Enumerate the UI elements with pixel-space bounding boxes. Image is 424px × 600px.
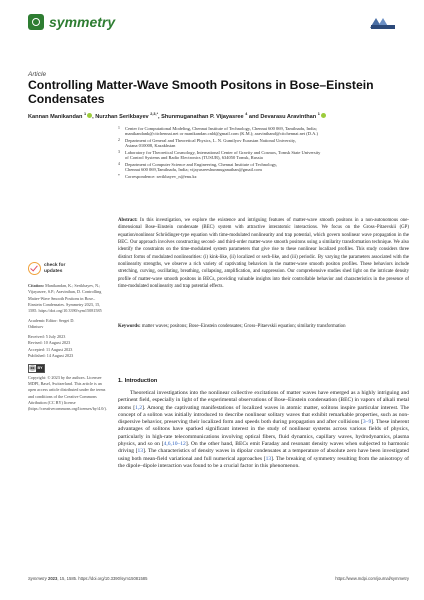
affiliation-text: Department of General and Theoretical Physics, L. N. Gumilyov Eurasian National University, Astana 010008, Kazakhstan xyxy=(125,138,296,149)
orcid-icon[interactable] xyxy=(321,113,326,118)
journal-logo xyxy=(28,14,115,30)
citation-link[interactable]: 4,6,10–12 xyxy=(163,441,186,448)
author-affiliation-number: 1 xyxy=(83,112,87,116)
citation-link[interactable]: 13 xyxy=(137,448,144,455)
check-updates-icon xyxy=(28,262,41,275)
body-text: Theoretical investigations into the nonlinear collective excitations of matter waves have emerged as a highly intriguing and pertinent field, especially in light of the experimental observations of Bose–Einstein condensation (BEC) in vapors of alkali metal atoms [ xyxy=(118,390,409,411)
affiliation-row xyxy=(118,174,408,179)
affiliation-row xyxy=(118,138,408,149)
abstract-text: In this investigation, we explore the existence and intriguing features of matter-wave smooth positons in a non-autonomous one-dimensional Bose–Einstein condensate (BEC) system with attractive interatomic interactions. We focus on the Gross–Pitaevskii (GP) equation/nonlinear Schrödinger-type equation with time-modulated nonlinearity and trap potential, which govern nonlinear wave propagation in the BEC. Our approach involves constructing second- and third-order matter-wave smooth positons using a similarity transformation technique. We also identify the constraints on the time-modulated system parameters that give rise to these nonlinear localized profiles. This study considers three distinct forms of modulated nonlinearities: (i) kink-like, (ii) localized or sech-like, and (iii) periodic. By varying the parameters associated with the nonlinearity strengths, we observe a rich variety of captivating behaviors in the matter-wave smooth positon profiles. These behaviors include stretching, curving, oscillating, breathing, collapsing, amplification, and suppression. Our comprehensive studies shed light on the intricate density profile of matter-wave smooth positons in BECs, providing valuable insights into their controllable behavior and characteristics in the presence of time-modulated nonlinearity and trap potential effects. xyxy=(118,218,409,290)
author-list: Kannan Manikandan $^1$ , Nurzhan Serikbayev $^{2,3,*}$, Shunmuganathan P. Vijayasree $^4$ and Devarasu Aravinthan $^1$ xyxy=(28,112,408,120)
orcid-icon[interactable] xyxy=(87,113,92,118)
body-text: ]. On the other hand, BECs emit Faraday and resonant density waves when subjected to harmonic driving [ xyxy=(118,441,409,455)
section-heading-introduction xyxy=(118,378,159,384)
affiliation-text: Laboratory for Theoretical Cosmology, International Center of Gravity and Cosmos, Tomsk State University of Control Systems and Radio Electronics (TUSUR), 634050 Tomsk, Russia xyxy=(125,150,321,161)
footer-journal: Symmetry xyxy=(28,576,47,581)
page-footer xyxy=(28,576,409,581)
author-name: Kannan Manikandan $^1$ xyxy=(28,114,92,120)
check-for-updates-button[interactable] xyxy=(28,262,68,275)
citation-link[interactable]: 13 xyxy=(265,455,272,462)
keywords-label: Keywords: xyxy=(118,324,141,329)
author-affiliation-number: 1 xyxy=(317,112,320,116)
affiliation-text: Correspondence: serikbayev_n@enu.kz xyxy=(125,174,197,179)
affiliation-row xyxy=(118,162,408,173)
body-text: ]. The characteristics of density waves in dipolar condensates at a temperature of absolute zero have been investigated using both mean-field variational and full numerical approaches [ xyxy=(118,448,409,462)
footer-citation xyxy=(28,576,147,581)
article-info-sidebar xyxy=(28,283,108,416)
paper-title: Controlling Matter-Wave Smooth Positons in Bose–Einstein Condensates xyxy=(28,78,374,106)
abstract-label: Abstract: xyxy=(118,218,138,223)
section-number: 1. xyxy=(118,378,123,384)
author-name: Shunmuganathan P. Vijayasree $^4$ xyxy=(161,112,248,120)
affiliation-row xyxy=(118,126,408,137)
footer-citation-rest: , 15, 1585. https://doi.org/10.3390/sym15081585 xyxy=(57,576,148,581)
citation-link[interactable]: 3–9 xyxy=(362,419,372,426)
abstract xyxy=(118,217,409,290)
affiliation-row xyxy=(118,150,408,161)
body-text: ]. These inherent advantages of solitons have sparked significant interest in the study of nonlinear systems across various fields of physics, particularly in high-rate telecommunications involving optical fibers, fluid dynamics, capillary waves, hydrodynamics, plasma physics, and so on [ xyxy=(118,419,409,448)
by-icon: BY xyxy=(37,365,43,370)
author-name: Nurzhan Serikbayev $^{2,3,*}$ xyxy=(95,112,159,120)
affiliation-number: * xyxy=(118,174,120,178)
cc-by-license-icon[interactable] xyxy=(28,364,45,373)
license-text: Copyright: © 2023 by the authors. Licensee MDPI, Basel, Switzerland. This article is an open access article distributed under the terms and conditions of the Creative Commons Attribution (CC BY) license (https://creativecommons.org/licenses/by/4.0/). xyxy=(28,374,107,412)
introduction-paragraph xyxy=(118,390,409,470)
corresponding-author-mark: * xyxy=(156,112,159,116)
keywords xyxy=(118,323,409,330)
author-name: Devarasu Aravinthan $^1$ xyxy=(260,114,325,120)
publication-dates: Received: 5 July 2023 Revised: 10 August 2023 Accepted: 11 August 2023 Published: 14 August 2023 xyxy=(28,334,74,358)
footer-journal-url[interactable]: https://www.mdpi.com/journal/symmetry xyxy=(335,576,409,581)
affiliation-number: 4 xyxy=(118,162,120,166)
citation-block xyxy=(28,283,108,314)
author-affiliation-number: 4 xyxy=(245,112,248,116)
citation-link[interactable]: 1,2 xyxy=(135,404,143,411)
body-text: ]. Among the captivating manifestations of localized waves in atomic matter, solitons inspire particular interest. The concept of a soliton was initially introduced to describe nonlinear solitary waves that exhibit remarkable properties, such as non-dispersive behavior, preserving their localized form and speeds both during propagation and after collisions [ xyxy=(118,404,410,426)
affiliation-number: 3 xyxy=(118,150,120,154)
cc-icon: cc xyxy=(30,366,35,371)
affiliation-text: Center for Computational Modeling, Chennai Institute of Technology, Chennai 600 069, Tamilnadu, India; manikandank@citchennai.net or manikandan.cnld@gmail.com (K.M.); aravinthand@citchennai.net (D.A.) xyxy=(125,126,318,137)
affiliation-text: Department of Computer Science and Engineering, Chennai Institute of Technology, Chennai 600 069,Tamilnadu, India; vijayasreeshunmuganathan@gmail.com xyxy=(125,162,278,173)
affiliations xyxy=(118,126,408,181)
article-type: Article xyxy=(28,71,47,78)
author-affiliation-number: 2,3, xyxy=(150,112,157,116)
journal-logo-icon xyxy=(28,14,44,30)
affiliation-number: 2 xyxy=(118,138,120,142)
academic-editor: Academic Editor: Sergei D. Odintsov xyxy=(28,317,75,330)
check-updates-label: check for updates xyxy=(44,263,66,274)
body-text: ]. The breaking of symmetry resulting from the anisotropy of the dipole–dipole interaction was found to be a crucial factor in this phenomenon. xyxy=(118,455,409,469)
keywords-text: matter waves; positons; Bose–Einstein condensates; Gross–Pitaevskii equation; similarity transformation xyxy=(141,324,346,329)
footer-year: 2023 xyxy=(48,576,58,581)
section-title: Introduction xyxy=(124,378,158,384)
mdpi-logo-icon xyxy=(368,16,398,30)
journal-name: symmetry xyxy=(49,14,116,30)
affiliation-number: 1 xyxy=(118,126,120,130)
citation-label: Citation: xyxy=(28,283,45,288)
citation-text: Manikandan, K.; Serikbayev, N.; Vijayasree, S.P.; Aravinthan, D. Controlling Matter-Wave Smooth Positons in Bose–Einstein Condensates. Symmetry 2023, 15, 1585. https://doi.org/10.3390/sym15081585 xyxy=(28,283,102,314)
